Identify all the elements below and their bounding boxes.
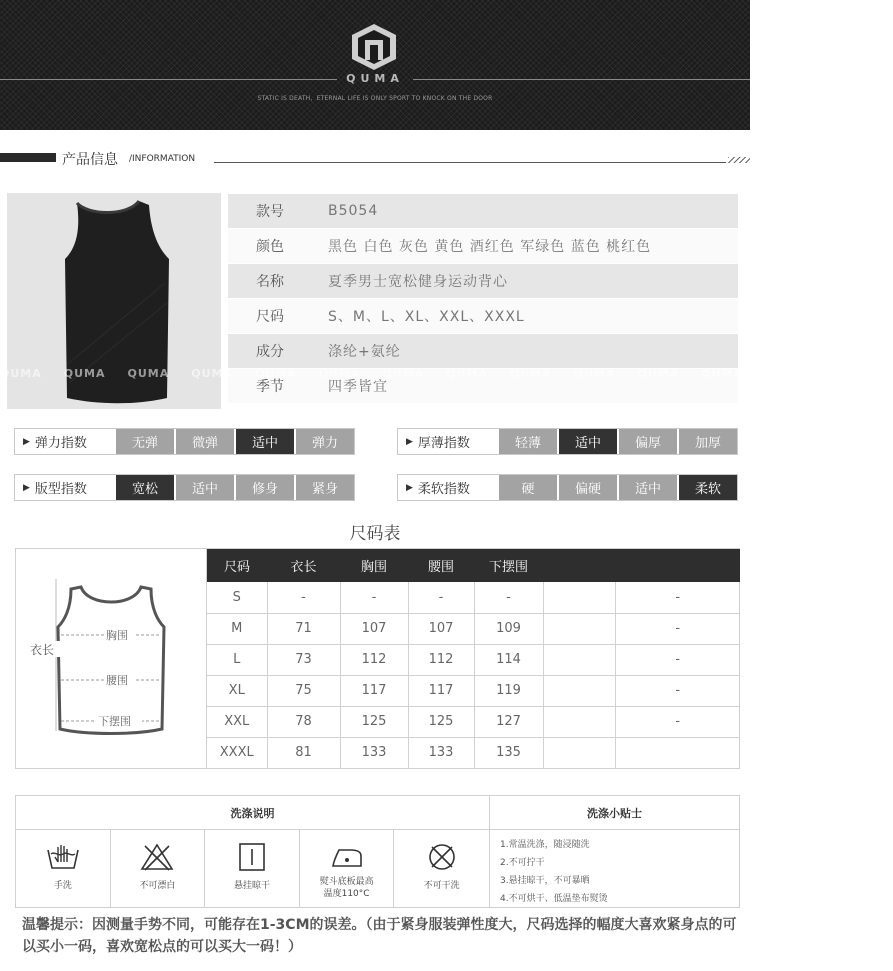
- heading-bar: [0, 153, 56, 162]
- elasticity-label: ▶ 弹力指数: [23, 436, 87, 451]
- list-item: 3.悬挂晾干，不可暴晒: [500, 876, 590, 886]
- table-cell: 107: [340, 613, 408, 644]
- table-cell: -: [474, 582, 543, 613]
- triangle-right-icon: ▶: [406, 436, 413, 447]
- table-cell: -: [615, 644, 740, 675]
- table-cell: 71: [267, 613, 340, 644]
- wash-symbol: [300, 830, 395, 907]
- fit-option-selected[interactable]: 宽松: [114, 475, 174, 500]
- diagram-chest-label: 胸围: [106, 629, 128, 642]
- diagram-hem-label: 下摆围: [98, 715, 131, 728]
- brand-name: QUMA: [346, 72, 404, 85]
- wash-symbol-caption: 不可漂白: [139, 881, 176, 891]
- watermark-text: QUMA: [701, 367, 743, 380]
- table-cell: 73: [267, 644, 340, 675]
- table-cell: -: [267, 582, 340, 613]
- spec-value: S、M、L、XL、XXL、XXXL: [328, 309, 525, 325]
- table-cell: [543, 613, 615, 644]
- hang-dry-icon: [234, 842, 270, 872]
- table-cell: [543, 644, 615, 675]
- size-table: [207, 549, 740, 768]
- watermark-text: QUMA: [828, 367, 871, 380]
- triangle-right-icon: ▶: [23, 482, 30, 493]
- table-cell: -: [615, 582, 740, 613]
- size-reminder: 温馨提示：因测量手势不同，可能存在1-3CM的误差。（由于紧身服装弹性度大，尺码选择的幅度大喜欢紧身点的可以买小一码，喜欢宽松点的可以买大一码！）: [22, 917, 737, 955]
- wash-tips-list: [500, 836, 735, 908]
- softness-option[interactable]: 偏硬: [557, 475, 617, 500]
- watermark-text: QUMA: [510, 367, 552, 380]
- column-header: 尺码: [207, 549, 267, 582]
- table-cell: [543, 582, 615, 613]
- watermark-strip: [0, 367, 871, 381]
- table-row: [207, 675, 740, 706]
- spec-value: 涤纶+氨纶: [328, 344, 401, 360]
- heading-hatch: [728, 157, 750, 163]
- header-banner: [0, 0, 750, 130]
- elasticity-option[interactable]: 无弹: [114, 429, 174, 454]
- table-cell: 135: [474, 737, 543, 768]
- fit-option[interactable]: 适中: [174, 475, 234, 500]
- thickness-option-selected[interactable]: 适中: [557, 429, 617, 454]
- spec-value: 黑色 白色 灰色 黄色 酒红色 军绿色 蓝色 桃红色: [328, 239, 652, 255]
- watermark-text: QUMA: [255, 367, 297, 380]
- wash-symbol: [205, 830, 300, 907]
- table-row: [207, 644, 740, 675]
- table-cell: -: [615, 706, 740, 737]
- watermark-text: QUMA: [637, 367, 680, 380]
- table-cell: 112: [408, 644, 474, 675]
- softness-label: ▶ 柔软指数: [406, 482, 470, 497]
- watermark-text: QUMA: [0, 367, 42, 380]
- table-cell: XXL: [207, 706, 267, 737]
- softness-option[interactable]: 适中: [617, 475, 677, 500]
- measurement-diagram: [16, 549, 207, 768]
- list-item: 2.不可拧干: [500, 858, 545, 868]
- size-table-header: [207, 549, 740, 582]
- spec-key: 尺码: [256, 309, 284, 325]
- wash-title: 洗涤说明: [16, 796, 490, 830]
- spec-row: [228, 229, 738, 264]
- table-cell: M: [207, 613, 267, 644]
- table-cell: -: [615, 613, 740, 644]
- wash-symbol-caption: 不可干洗: [423, 881, 460, 891]
- column-header: 下摆围: [474, 549, 543, 582]
- list-item: 4.不可烘干、低温垫布熨烫: [500, 894, 608, 904]
- wash-symbol-caption: 悬挂晾干: [233, 881, 270, 891]
- spec-key: 款号: [256, 204, 284, 220]
- table-cell: S: [207, 582, 267, 613]
- spec-row: [228, 194, 738, 229]
- table-cell: 133: [408, 737, 474, 768]
- thickness-label: ▶ 厚薄指数: [406, 436, 470, 451]
- section-subtitle: /INFORMATION: [129, 154, 196, 164]
- wash-icon-row: [16, 830, 490, 907]
- watermark-text: QUMA: [446, 367, 488, 380]
- table-cell: 125: [340, 706, 408, 737]
- no-bleach-icon: [139, 842, 175, 872]
- table-cell: 78: [267, 706, 340, 737]
- table-cell: 133: [340, 737, 408, 768]
- watermark-text: QUMA: [191, 367, 233, 380]
- triangle-right-icon: ▶: [23, 436, 30, 447]
- diagram-length-label: 衣长: [30, 643, 55, 657]
- table-cell: L: [207, 644, 267, 675]
- column-header: [615, 549, 740, 582]
- tank-outline-image: [16, 549, 206, 768]
- spec-key: 季节: [256, 379, 284, 395]
- table-cell: XXXL: [207, 737, 267, 768]
- list-item: 1.常温洗涤，随浸随洗: [500, 840, 590, 850]
- watermark-text: QUMA: [318, 367, 361, 380]
- fit-option[interactable]: 修身: [234, 475, 294, 500]
- table-cell: 107: [408, 613, 474, 644]
- spec-value: 四季皆宜: [328, 379, 388, 395]
- watermark-text: QUMA: [382, 367, 425, 380]
- elasticity-option[interactable]: 弹力: [294, 429, 354, 454]
- spec-row: [228, 299, 738, 334]
- table-cell: 109: [474, 613, 543, 644]
- softness-option[interactable]: 硬: [497, 475, 557, 500]
- table-cell: 117: [340, 675, 408, 706]
- no-tumble-dry-icon: [424, 842, 460, 872]
- watermark-text: QUMA: [127, 367, 170, 380]
- table-cell: [543, 737, 615, 768]
- section-title: 产品信息: [62, 152, 118, 168]
- table-cell: [543, 706, 615, 737]
- table-cell: 127: [474, 706, 543, 737]
- column-header: 胸围: [340, 549, 408, 582]
- column-header: [543, 549, 615, 582]
- watermark-text: QUMA: [573, 367, 616, 380]
- table-cell: 119: [474, 675, 543, 706]
- table-cell: -: [340, 582, 408, 613]
- fit-option[interactable]: 紧身: [294, 475, 354, 500]
- wash-symbol-caption: 手洗: [53, 881, 72, 891]
- table-cell: 81: [267, 737, 340, 768]
- fit-index: [14, 474, 355, 501]
- softness-index: [397, 474, 738, 501]
- fit-label: ▶ 版型指数: [23, 482, 87, 497]
- watermark-text: QUMA: [765, 367, 807, 380]
- spec-key: 成分: [256, 344, 284, 360]
- elasticity-index: [14, 428, 355, 455]
- column-header: 衣长: [267, 549, 340, 582]
- softness-option-selected[interactable]: 柔软: [677, 475, 737, 500]
- brand-slogan: STATIC IS DEATH，ETERNAL LIFE IS ONLY SPORT TO KNOCK ON THE DOOR: [257, 95, 493, 102]
- table-cell: 75: [267, 675, 340, 706]
- table-cell: -: [615, 675, 740, 706]
- heading-rule: [214, 162, 726, 163]
- table-cell: 112: [340, 644, 408, 675]
- wash-symbol: [111, 830, 206, 907]
- brand-logo-icon: [348, 22, 400, 72]
- column-header: 腰围: [408, 549, 474, 582]
- iron-icon: [329, 842, 365, 872]
- triangle-right-icon: ▶: [406, 482, 413, 493]
- table-row: [207, 582, 740, 613]
- wash-symbol-caption: 熨斗底板最高 温度110°C: [319, 877, 374, 899]
- table-cell: 125: [408, 706, 474, 737]
- wash-instructions: [15, 795, 740, 908]
- hand-wash-icon: [45, 842, 81, 872]
- table-cell: [543, 675, 615, 706]
- thickness-option[interactable]: 加厚: [677, 429, 737, 454]
- table-cell: XL: [207, 675, 267, 706]
- wash-symbol: [394, 830, 489, 907]
- size-chart: [15, 548, 740, 769]
- table-row: [207, 613, 740, 644]
- spec-row: [228, 264, 738, 299]
- spec-key: 名称: [256, 274, 284, 290]
- thickness-option[interactable]: 偏厚: [617, 429, 677, 454]
- section-heading: [0, 148, 750, 168]
- spec-value: B5054: [328, 203, 379, 219]
- elasticity-option[interactable]: 微弹: [174, 429, 234, 454]
- spec-key: 颜色: [256, 239, 284, 255]
- elasticity-option-selected[interactable]: 适中: [234, 429, 294, 454]
- table-cell: 117: [408, 675, 474, 706]
- spec-row: [228, 334, 738, 369]
- diagram-waist-label: 腰围: [106, 674, 128, 687]
- table-row: [207, 737, 740, 768]
- thickness-index: [397, 428, 738, 455]
- table-row: [207, 706, 740, 737]
- table-cell: [615, 737, 740, 768]
- watermark-text: QUMA: [63, 367, 106, 380]
- thickness-option[interactable]: 轻薄: [497, 429, 557, 454]
- size-chart-title: 尺码表: [349, 524, 401, 544]
- table-cell: -: [408, 582, 474, 613]
- wash-symbol: [16, 830, 111, 907]
- table-cell: 114: [474, 644, 543, 675]
- wash-tips-title: 洗涤小贴士: [490, 796, 739, 830]
- spec-value: 夏季男士宽松健身运动背心: [328, 274, 508, 290]
